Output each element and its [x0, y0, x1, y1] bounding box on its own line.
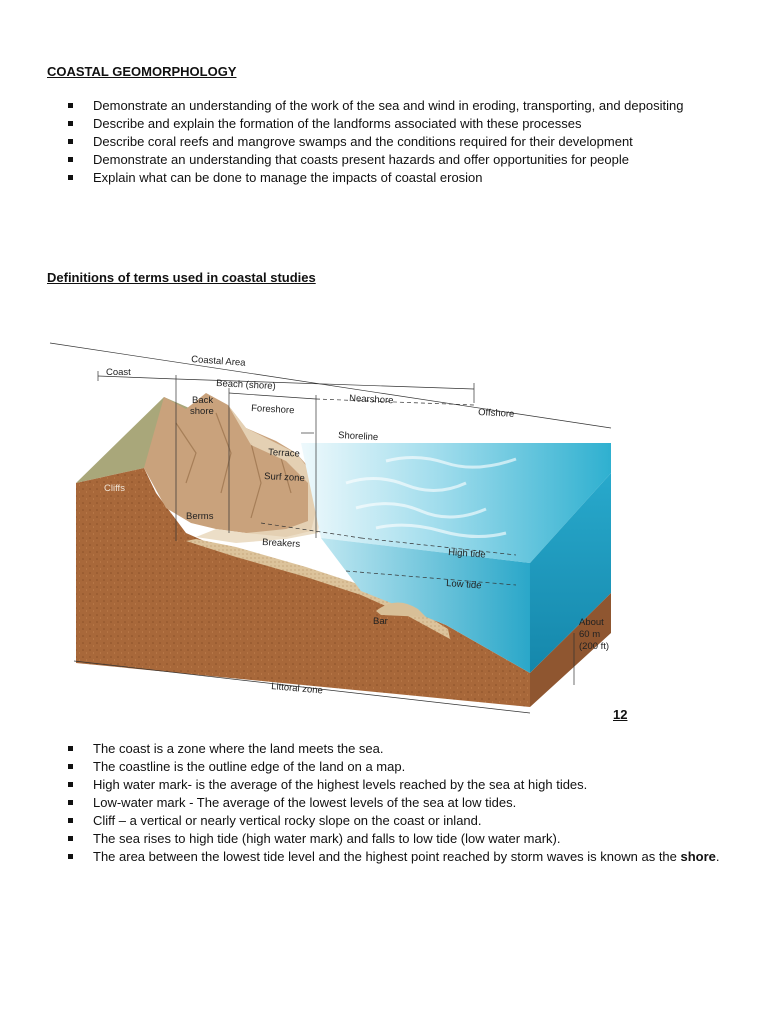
bullet-square-icon: [68, 782, 73, 787]
bullet-square-icon: [68, 746, 73, 751]
label-back-shore: Back: [192, 395, 214, 406]
list-item: Low-water mark - The average of the lowest levels of the sea at low tides.: [68, 794, 728, 812]
label-shoreline: Shoreline: [337, 430, 379, 444]
bullet-square-icon: [68, 157, 73, 162]
list-item: Demonstrate an understanding of the work of the sea and wind in eroding, transporting, and depositing: [68, 97, 728, 115]
bullet-square-icon: [68, 103, 73, 108]
list-item: High water mark- is the average of the highest levels reached by the sea at high tides.: [68, 776, 728, 794]
label-terrace: Terrace: [267, 447, 301, 460]
page-number: 12: [613, 707, 628, 722]
label-beach-shore: Beach (shore): [215, 378, 277, 393]
bullet-square-icon: [68, 121, 73, 126]
label-depth-ft: (200 ft): [579, 641, 610, 652]
list-item: The coastline is the outline edge of the land on a map.: [68, 758, 728, 776]
shore-term: shore: [680, 849, 716, 864]
list-item: The area between the lowest tide level and the highest point reached by storm waves is known as the shore.: [68, 848, 728, 866]
objectives-list: [68, 97, 728, 187]
label-surf-zone: Surf zone: [263, 471, 306, 485]
label-berms: Berms: [186, 511, 214, 522]
list-item: Cliff – a vertical or nearly vertical rocky slope on the coast or inland.: [68, 812, 728, 830]
definitions-list: [68, 740, 728, 866]
label-high-tide: High tide: [447, 547, 486, 561]
label-coast: Coast: [106, 367, 131, 378]
bullet-square-icon: [68, 764, 73, 769]
list-item: Explain what can be done to manage the impacts of coastal erosion: [68, 169, 728, 187]
label-nearshore: Nearshore: [348, 393, 394, 407]
section-heading: Definitions of terms used in coastal studies: [47, 270, 316, 285]
label-bar: Bar: [373, 616, 388, 627]
label-depth: About: [579, 617, 604, 628]
label-coastal-area: Coastal Area: [190, 354, 246, 369]
page-title: COASTAL GEOMORPHOLOGY: [47, 64, 237, 79]
label-low-tide: Low tide: [445, 578, 482, 592]
list-item: Describe coral reefs and mangrove swamps and the conditions required for their development: [68, 133, 728, 151]
list-item: The sea rises to high tide (high water mark) and falls to low tide (low water mark).: [68, 830, 728, 848]
bullet-square-icon: [68, 854, 73, 859]
list-item: The coast is a zone where the land meets the sea.: [68, 740, 728, 758]
label-cliffs: Cliffs: [104, 483, 125, 494]
bullet-square-icon: [68, 175, 73, 180]
list-item: Demonstrate an understanding that coasts present hazards and offer opportunities for people: [68, 151, 728, 169]
bullet-square-icon: [68, 800, 73, 805]
bullet-square-icon: [68, 139, 73, 144]
coastal-zone-diagram: [46, 333, 616, 723]
bullet-square-icon: [68, 818, 73, 823]
label-breakers: Breakers: [261, 537, 301, 550]
label-offshore: Offshore: [477, 407, 515, 420]
label-depth-m: 60 m: [579, 629, 601, 640]
label-littoral-zone: Littoral zone: [270, 681, 324, 697]
bullet-square-icon: [68, 836, 73, 841]
list-item: Describe and explain the formation of the landforms associated with these processes: [68, 115, 728, 133]
label-foreshore: Foreshore: [250, 403, 295, 417]
label-back-shore-2: shore: [190, 406, 214, 417]
